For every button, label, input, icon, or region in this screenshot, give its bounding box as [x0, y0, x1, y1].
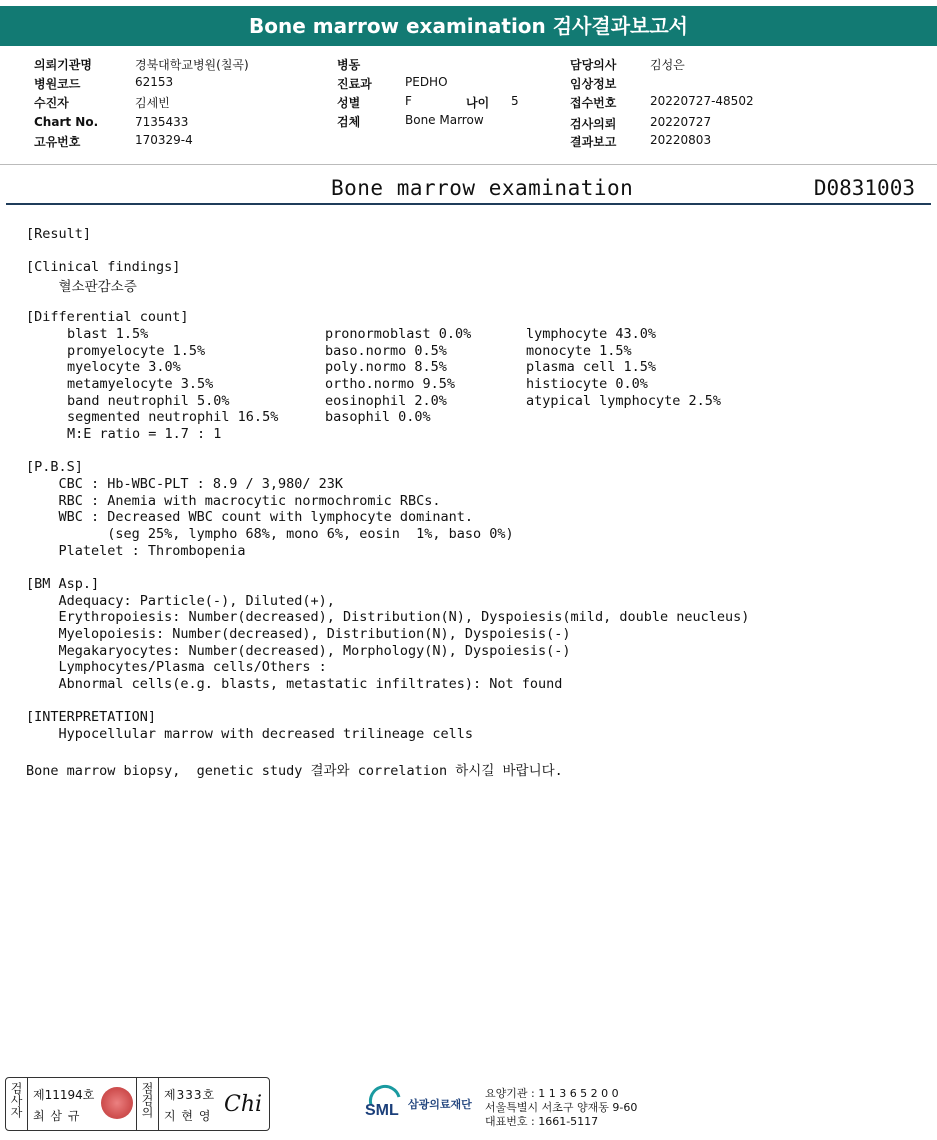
diff-item: metamyelocyte 3.5% [67, 376, 214, 392]
report-footer [0, 1075, 937, 1135]
dept-value: PEDHO [405, 75, 448, 89]
receipt-value: 20220727-48502 [650, 94, 754, 108]
hospital-code-value: 62153 [135, 75, 174, 89]
dept-label: 진료과 [337, 77, 372, 91]
diff-item: pronormoblast 0.0% [325, 326, 472, 342]
divider [27, 1078, 28, 1130]
diff-item: myelocyte 3.0% [67, 359, 181, 375]
pbs-line: RBC : Anemia with macrocytic normochromic RBCs. [26, 493, 441, 509]
institution-label: 의뢰기관명 [34, 58, 92, 72]
report-date-label: 결과보고 [570, 135, 617, 149]
bm-asp-line: Abnormal cells(e.g. blasts, metastatic infiltrates): Not found [26, 676, 563, 692]
ward-label: 병동 [337, 58, 361, 72]
hospital-code-label: 병원코드 [34, 77, 81, 91]
unique-label: 고유번호 [34, 135, 81, 149]
bm-asp-line: Lymphocytes/Plasma cells/Others : [26, 659, 327, 675]
bm-asp-line: Erythropoiesis: Number(decreased), Distribution(N), Dyspoiesis(mild, double neucleus) [26, 609, 750, 625]
sex-value: F [405, 94, 412, 108]
diff-item: basophil 0.0% [325, 409, 431, 425]
diff-item: atypical lymphocyte 2.5% [526, 393, 722, 409]
diff-item: segmented neutrophil 16.5% [67, 409, 279, 425]
clinical-findings-text: 혈소판감소증 [26, 279, 137, 295]
patient-value: 김세빈 [135, 96, 170, 110]
request-label: 검사의뢰 [570, 117, 617, 131]
org-code: 요양기관 : 1 1 3 6 5 2 0 0 [485, 1087, 619, 1100]
institution-value: 경북대학교병원(칠곡) [135, 58, 249, 72]
diff-item: poly.normo 8.5% [325, 359, 447, 375]
result-heading: [Result] [26, 226, 92, 242]
clinical-info-label: 임상정보 [570, 77, 617, 91]
interpretation-text: Hypocellular marrow with decreased trilineage cells [26, 726, 474, 742]
org-name: 삼광의료재단 [408, 1098, 472, 1111]
request-value: 20220727 [650, 115, 712, 129]
report-date-value: 20220803 [650, 133, 712, 147]
bm-asp-line: Adequacy: Particle(-), Diluted(+), [26, 593, 335, 609]
doctor-value: 김성은 [650, 58, 685, 72]
receipt-label: 접수번호 [570, 96, 617, 110]
signature-box [5, 1077, 270, 1131]
pbs-line: (seg 25%, lympho 68%, mono 6%, eosin 1%, baso 0%) [26, 526, 514, 542]
patient-label: 수진자 [34, 96, 69, 110]
reviewer-license: 제333호 [164, 1088, 216, 1102]
examiner-license: 제11194호 [33, 1088, 95, 1102]
diff-item: ortho.normo 9.5% [325, 376, 456, 392]
pbs-heading: [P.B.S] [26, 459, 83, 475]
chart-label: Chart No. [34, 115, 99, 129]
age-label: 나이 [466, 96, 490, 110]
clinical-findings-heading: [Clinical findings] [26, 259, 181, 275]
org-address: 서울특별시 서초구 양재동 9-60 [485, 1101, 638, 1114]
unique-value: 170329-4 [135, 133, 193, 147]
diff-item: lymphocyte 43.0% [526, 326, 657, 342]
report-title: Bone marrow examination [331, 176, 634, 200]
pbs-line: WBC : Decreased WBC count with lymphocyte dominant. [26, 509, 474, 525]
reviewer-label: 점검의 [140, 1082, 154, 1118]
diff-item: promyelocyte 1.5% [67, 343, 206, 359]
examiner-label: 검사자 [9, 1082, 23, 1118]
bm-asp-heading: [BM Asp.] [26, 576, 100, 592]
diff-item: baso.normo 0.5% [325, 343, 447, 359]
report-heading [6, 170, 931, 205]
report-title-bar: Bone marrow examination 검사결과보고서 [0, 6, 937, 46]
diff-item: blast 1.5% [67, 326, 149, 342]
divider [158, 1078, 159, 1130]
me-ratio: M:E ratio = 1.7 : 1 [67, 426, 222, 442]
diff-item: band neutrophil 5.0% [67, 393, 230, 409]
signature: Chi [224, 1092, 263, 1117]
reviewer-name: 지 현 영 [164, 1109, 212, 1123]
pbs-line: CBC : Hb-WBC-PLT : 8.9 / 3,980/ 23K [26, 476, 343, 492]
sex-label: 성별 [337, 96, 361, 110]
report-code: D0831003 [813, 176, 915, 200]
specimen-label: 검체 [337, 115, 361, 129]
specimen-value: Bone Marrow [405, 113, 484, 127]
pbs-line: Platelet : Thrombopenia [26, 543, 246, 559]
diff-item: eosinophil 2.0% [325, 393, 447, 409]
age-value: 5 [511, 94, 519, 108]
interpretation-heading: [INTERPRETATION] [26, 709, 157, 725]
chart-value: 7135433 [135, 115, 189, 129]
bm-asp-line: Myelopoiesis: Number(decreased), Distribution(N), Dyspoiesis(-) [26, 626, 571, 642]
sml-logo-icon [365, 1083, 405, 1123]
seal-stamp [101, 1087, 133, 1119]
doctor-label: 담당의사 [570, 58, 617, 72]
diff-item: monocyte 1.5% [526, 343, 632, 359]
bm-asp-line: Megakaryocytes: Number(decreased), Morphology(N), Dyspoiesis(-) [26, 643, 571, 659]
diff-item: plasma cell 1.5% [526, 359, 657, 375]
sml-logo-text: SML [365, 1102, 399, 1119]
patient-info-header [0, 48, 937, 165]
examiner-name: 최 삼 규 [33, 1109, 81, 1123]
differential-count-heading: [Differential count] [26, 309, 189, 325]
org-phone: 대표번호 : 1661-5117 [485, 1115, 599, 1128]
recommendation-text: Bone marrow biopsy, genetic study 결과와 correlation 하시길 바랍니다. [26, 763, 563, 779]
diff-item: histiocyte 0.0% [526, 376, 648, 392]
